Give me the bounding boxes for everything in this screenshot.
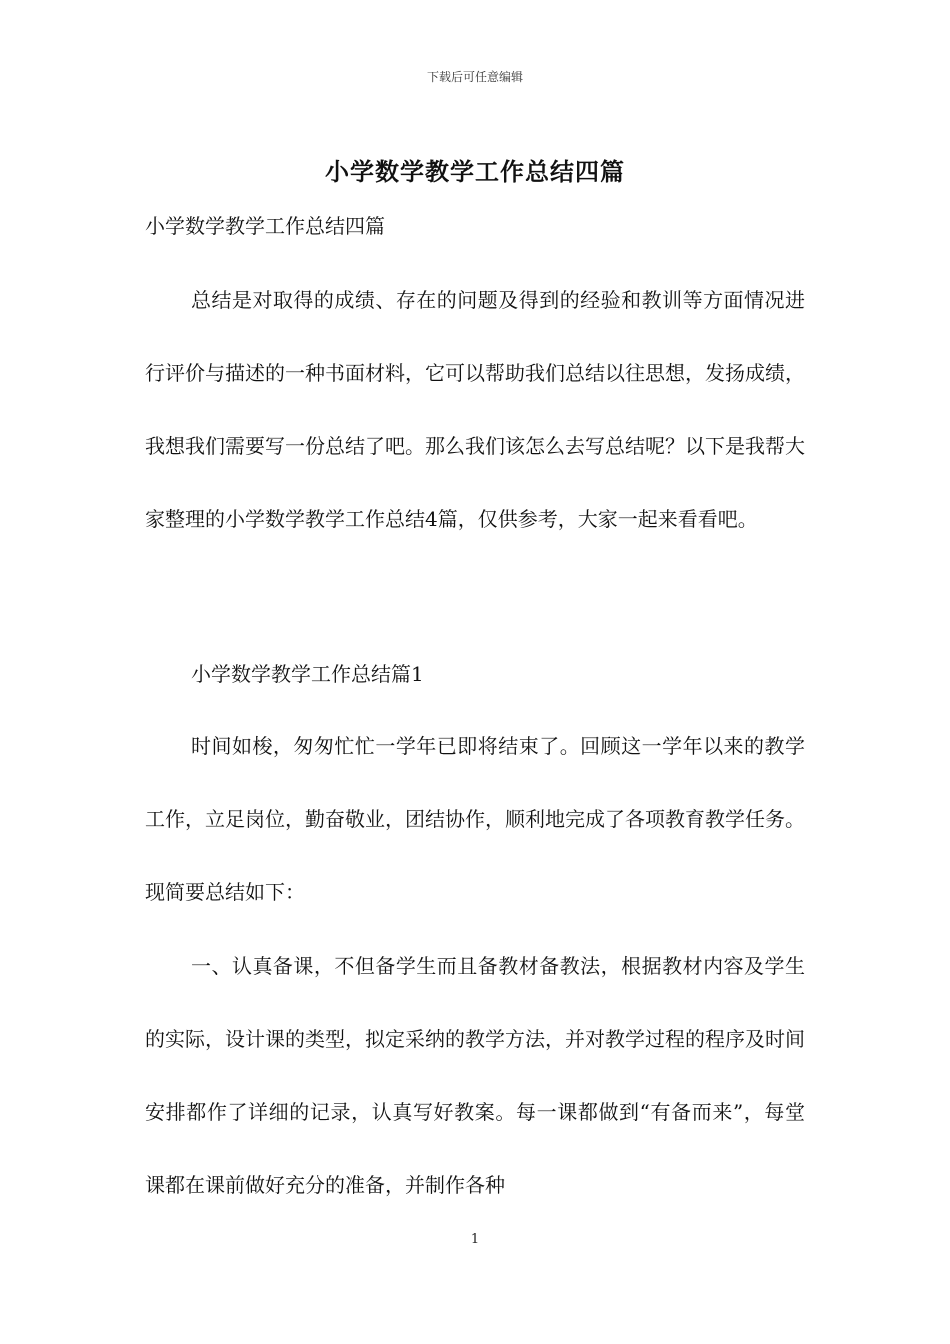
document-subtitle: 小学数学教学工作总结四篇 [145,214,385,238]
page-number: 1 [470,1232,480,1247]
header-note: 下载后可任意编辑 [426,70,523,84]
section-heading: 小学数学教学工作总结篇1 [191,662,424,686]
intro-paragraph: 总结是对取得的成绩、存在的问题及得到的经验和教训等方面情况进行评价与描述的一种书面材料，它可以帮助我们总结以往思想，发扬成绩，我想我们需要写一份总结了吧。那么我们该怎么去写总结呢？以下是我帮大家整理的小学数学教学工作总结4篇，仅供参考，大家一起来看看吧。 [145,288,805,531]
body-paragraph: 一、认真备课，不但备学生而且备教材备教法，根据教材内容及学生的实际，设计课的类型，拟定采纳的教学方法，并对教学过程的程序及时间安排都作了详细的记录，认真写好教案。每一课都做到“有备而来”，每堂课都在课前做好充分的准备，并制作各种 [145,954,805,1197]
body-paragraph: 时间如梭，匆匆忙忙一学年已即将结束了。回顾这一学年以来的教学工作，立足岗位，勤奋敬业，团结协作，顺利地完成了各项教育教学任务。现简要总结如下： [145,734,805,904]
document-title: 小学数学教学工作总结四篇 [325,157,625,186]
